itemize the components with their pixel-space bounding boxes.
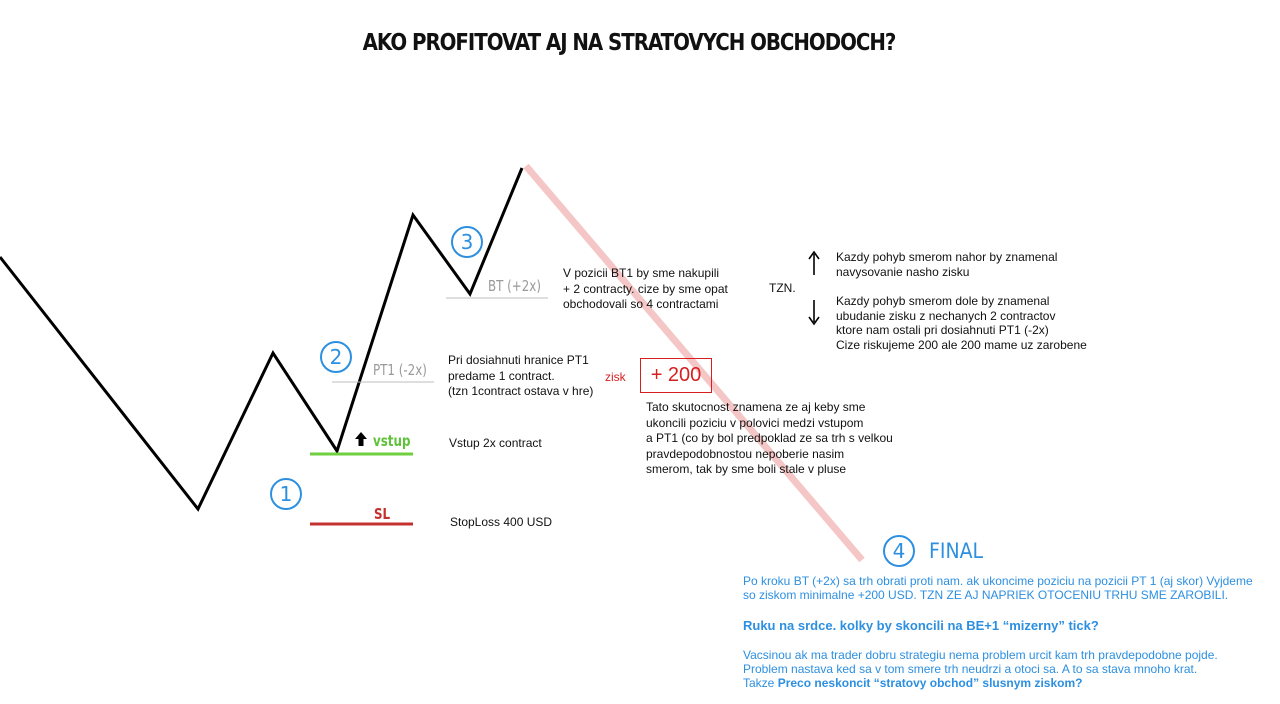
- long-down-arrow-icon: [809, 300, 819, 324]
- fact-note: Tato skutocnost znamena ze aj keby sme ukoncili poziciu v polovici medzi vstupom a PT1 (co by bol predpoklad ze sa trh s velkou pravdepodobnostou nepoberie nasim smerom, tak by sme boli stale v pluse: [646, 400, 893, 476]
- down-note: Kazdy pohyb smerom dole by znamenal ubudanie zisku z nechanych 2 contractov ktore nam ostali pri dosiahnuti PT1 (-2x) Cize riskujeme 200 ale 200 mame uz zarobene: [836, 294, 1087, 352]
- final-paragraph-2: Vacsinou ak ma trader dobru strategiu nema problem urcit kam trh pravdepodobne pojde. Problem nastava ked sa v tom smere trh neudrzi a otoci sa. A to sa stava mnoho krat. Takze Preco neskoncit “stratovy obchod” slusnym ziskom?: [743, 648, 1218, 690]
- final-last-prefix: Takze: [743, 676, 775, 690]
- final-last-bold: Preco neskoncit “stratovy obchod” slusnym ziskom?: [777, 676, 1083, 690]
- bt-note: V pozicii BT1 by sme nakupili + 2 contracty. cize by sme opat obchodovali so 4 contractami: [563, 266, 728, 311]
- page-title: AKO PROFITOVAT AJ NA STRATOVYCH OBCHODOCH?: [362, 30, 896, 56]
- up-arrow-icon: [355, 432, 367, 446]
- stoploss-level-label: SL: [374, 505, 391, 523]
- tzn-label: TZN.: [769, 281, 796, 295]
- entry-level-label: vstup: [373, 432, 411, 450]
- final-paragraph-1: Po kroku BT (+2x) sa trh obrati proti nam. ak ukoncime poziciu na pozicii PT 1 (aj skor) Vyjdeme so ziskom minimalne +200 USD. TZN ZE AJ NAPRIEK OTOCENIU TRHU SME ZAROBILI.: [743, 574, 1253, 602]
- stoploss-note: StopLoss 400 USD: [450, 515, 553, 529]
- step-1-badge: 1: [270, 478, 302, 510]
- profit-value-box: + 200: [640, 358, 712, 393]
- final-heading: FINAL: [929, 539, 984, 563]
- entry-note: Vstup 2x contract: [449, 436, 542, 450]
- final-question: Ruku na srdce. kolky by skoncili na BE+1 “mizerny” tick?: [743, 618, 1099, 633]
- step-2-badge: 2: [320, 341, 352, 373]
- price-path: [0, 168, 522, 509]
- step-4-badge: 4: [883, 535, 915, 567]
- pt1-level-label: PT1 (-2x): [373, 361, 427, 379]
- long-up-arrow-icon: [809, 252, 819, 275]
- pt1-note: Pri dosiahnuti hranice PT1 predame 1 contract. (tzn 1contract ostava v hre): [448, 353, 594, 398]
- step-3-badge: 3: [451, 226, 483, 258]
- profit-caption: zisk: [605, 370, 626, 384]
- bt-level-label: BT (+2x): [488, 277, 541, 295]
- up-note: Kazdy pohyb smerom nahor by znamenal navysovanie nasho zisku: [836, 250, 1058, 279]
